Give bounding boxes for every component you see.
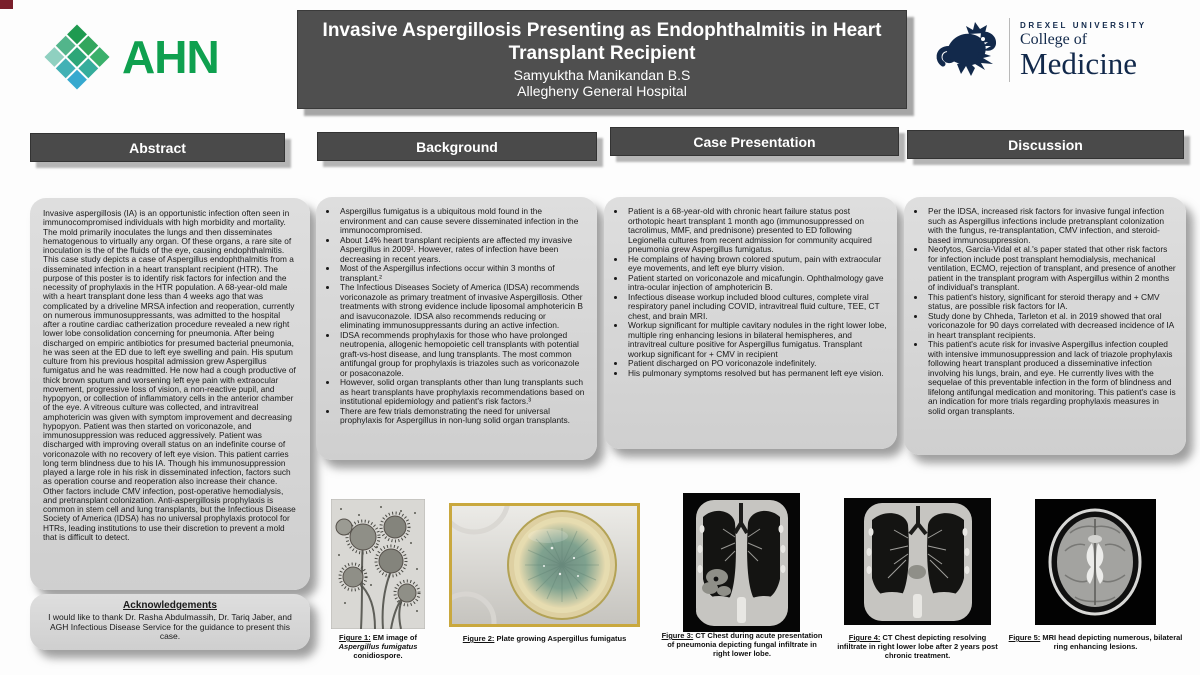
- background-bullet: • Most of the Aspergillus infections occur within 3 months of transplant.²: [338, 264, 587, 283]
- figure2-caption: Figure 2: Plate growing Aspergillus fumigatus: [462, 634, 627, 643]
- section-header-abstract: Abstract: [30, 133, 285, 162]
- figure3-label: Figure 3:: [661, 631, 694, 640]
- background-bullet: • However, solid organ transplants other than lung transplants such as heart transplants have prophylaxis recommendations based on institutional epidemiology and patient's risk factors.³: [338, 378, 587, 407]
- corner-artifact: [0, 0, 13, 9]
- figure4-caption: Figure 4: CT Chest depicting resolving infiltrate in right lower lobe after 2 years post chronic treatment.: [837, 633, 998, 660]
- figure5-mri-image: [1035, 499, 1156, 625]
- figure1-em-image: [331, 499, 425, 629]
- acknowledgements-title: Acknowledgements: [123, 600, 217, 611]
- poster-author: Samyuktha Manikandan B.S: [513, 67, 691, 84]
- background-bullet: • The Infectious Diseases Society of America (IDSA) recommends voriconazole as primary treatment of invasive Aspergillosis. Other treatments with strong evidence include liposomal amphotericin B and isavuconazole. IDSA also recommends reducing or eliminating immunosuppressants during an active infection.: [338, 283, 587, 331]
- case-bullet: • He complains of having brown colored sputum, pain with extraocular eye movements, and left eye blurry vision.: [626, 255, 887, 274]
- background-bullet-list: [322, 207, 587, 426]
- drexel-college-text: College of: [1020, 31, 1088, 49]
- section-header-case-presentation: Case Presentation: [610, 127, 899, 156]
- acknowledgements-text: I would like to thank Dr. Rasha Abdulmassih, Dr. Tariq Jaber, and AGH Infectious Disease Service for the guidance to present this case.: [48, 612, 292, 642]
- ahn-diamond-icon: [44, 24, 109, 89]
- case-bullet: • Workup significant for multiple cavitary nodules in the right lower lobe, multiple ring enhancing lesions in bilateral hemispheres, and intravitreal culture positive for Aspergillus fumigatus. Transplant workup significant for + CMV in recipient: [626, 321, 887, 359]
- case-bullet: • His pulmonary symptoms resolved but has permanent left eye vision.: [626, 369, 887, 379]
- ahn-logo: [46, 26, 219, 88]
- abstract-panel: [30, 198, 310, 590]
- background-bullet: • Aspergillus fumigatus is a ubiquitous mold found in the environment and can cause severe disseminated infection in the immunocompromised.: [338, 207, 587, 236]
- figure4-label: Figure 4:: [848, 633, 881, 642]
- drexel-dragon-icon: [933, 18, 999, 82]
- background-bullet: • There are few trials demonstrating the need for universal prophylaxis for Aspergillus in non-lung solid organ transplants.: [338, 407, 587, 426]
- title-banner: [297, 10, 907, 109]
- figure1-label: Figure 1:: [339, 633, 371, 642]
- background-panel: [316, 197, 597, 460]
- poster-affiliation: Allegheny General Hospital: [517, 83, 687, 100]
- drexel-divider: [1009, 18, 1010, 82]
- figure1-caption: Figure 1: EM image of Aspergillus fumigatus conidiospore.: [338, 633, 418, 660]
- background-bullet: • About 14% heart transplant recipients are affected my invasive Aspergillus in 2009¹. However, rates of infection have been decreasing in recent years.: [338, 236, 587, 265]
- discussion-bullet: • This patient's history, significant for steroid therapy and + CMV status, are possible risk factors for IA.: [926, 293, 1176, 312]
- discussion-bullet: • Per the IDSA, increased risk factors for invasive fungal infection such as Aspergillus infections include pretransplant colonization with the fungus, re-transplantation, CMV infection, and steroid-based immunosuppression.: [926, 207, 1176, 245]
- discussion-bullet: • Neofytos, Garcia-Vidal et al.'s paper stated that other risk factors for infection include post transplant hemodialysis, mechanical ventilation, ECMO, rejection of transplant, and presence of another patient in the transplant program with Aspergillus within 2 months of individual's transplant.: [926, 245, 1176, 293]
- figure5-caption: Figure 5: MRI head depicting numerous, bilateral ring enhancing lesions.: [1008, 633, 1183, 651]
- drexel-university-text: DREXEL UNIVERSITY: [1020, 21, 1147, 31]
- case-presentation-panel: [604, 197, 897, 449]
- drexel-medicine-text: Medicine: [1020, 46, 1138, 82]
- discussion-bullet: • This patient's acute risk for invasive Aspergillus infection coupled with intensive immunosuppression and lack of triazole prophylaxis following heart transplant produced a disseminative infection involving his lungs, brain, and eye. He currently lives with the sequelae of this preventable infection in the form of blindness and lifelong antifungal medication and monitoring. This patient's case is an indication for more trials regarding prophylaxis measures in solid organ transplants.: [926, 340, 1176, 416]
- section-header-discussion: Discussion: [907, 130, 1184, 159]
- acknowledgements-panel: [30, 594, 310, 650]
- section-header-background: Background: [317, 132, 597, 161]
- background-bullet: • IDSA recommends prophylaxis for those who have prolonged neutropenia, allogenic hemopoietic cell transplants with potential graft-vs-host disease, and lung transplants. The most common antifungal group for prophylaxis is triazoles such as voriconazole or posaconazole.: [338, 331, 587, 379]
- figure3-ct-image: [683, 493, 800, 632]
- case-bullet-list: [610, 207, 887, 378]
- case-bullet: • Infectious disease workup included blood cultures, complete viral respiratory panel including COVID, intravitreal fluid culture, TEE, CT chest, and brain MRI.: [626, 293, 887, 322]
- case-bullet: • Patient is a 68-year-old with chronic heart failure status post orthotopic heart transplant 1 month ago (immunosuppressed on tacrolimus, MMF, and prednisone) presented to ED following Legionella cultures from recent admission for community acquired pneumonia grew Aspergillus fumigatus.: [626, 207, 887, 255]
- case-bullet: • Patient started on voriconazole and micafungin. Ophthalmology gave intra-ocular injection of amphotericin B.: [626, 274, 887, 293]
- case-bullet: • Patient discharged on PO voriconazole indefinitely.: [626, 359, 887, 369]
- figure4-ct-image: [844, 498, 991, 625]
- drexel-logo: [933, 18, 1147, 82]
- figure5-label: Figure 5:: [1008, 633, 1041, 642]
- drexel-wordmark: [1020, 21, 1147, 82]
- figure2-plate-image: [449, 503, 640, 627]
- ahn-wordmark: AHN: [122, 31, 219, 83]
- figure3-caption: Figure 3: CT Chest during acute presentation of pneumonia depicting fungal infiltrate in right lower lobe.: [661, 631, 823, 658]
- abstract-text: Invasive aspergillosis (IA) is an opportunistic infection often seen in immunocompromised individuals with high morbidity and mortality. The mold primarily inoculates the lungs and then disseminates hematogenous to virtually any organ. Of these organs, a rare site of inoculation is the of the fluids of the eye, causing endophthalmitis. This case study depicts a case of Aspergillus endophthalmitis from a disseminated infection in a heart transplant recipient (HTR). The purpose of this poster is to identify risk factors for infection and the necessity of prophylaxis in the HTR population. A 68-year-old male with a heart transplant done less than 4 weeks ago that was complicated by a driveline MRSA infection and reoperation, currently on numerous immunosuppressants, was admitted to the hospital after a routine cardiac catherization procedure revealed a new right lower lobe consolidation concerning for pneumonia. After being discharged on empiric antibiotics for presumed bacterial pneumonia, he was seen at the ED due to left eye swelling and pain. His sputum culture from his previous hospital admission grew Aspergillus fumigatus and he was readmitted. He now had a cough productive of thick brown sputum and worsening left eye pain with extraocular movement, progressive loss of vision, a non-reactive pupil, and hypopyon, or collection of inflammatory cells in the anterior chamber of the eye. A vitreous culture was collected, and intravitreal amphotericin was given with symptom improvement and decreasing hypopyon. Patient was then started on voriconazole, and immunosuppression was reduced aggressively. Patient was discharged with improving overall status on an indefinite course of voriconazole with no recovery of left eye vision. This patient carries long term blindness due to his IA. Though his immunosuppression played a large role in his risk in disseminated infection, factors such as operation course and reoperation also increase their chance. Other factors include CMV infection, post-operative hemodialysis, and pretransplant colonization. Anti-aspergillosis prophylaxis is common in stem cell and lung transplants, but the Infectious Disease Society of America (IDSA) has no universal prophylaxis protocol for HTRs, leading institutions to use their discretion to prevent a mold that is difficult to detect.: [43, 208, 296, 542]
- discussion-bullet-list: [910, 207, 1176, 416]
- figure2-label: Figure 2:: [462, 634, 495, 643]
- discussion-bullet: • Study done by Chheda, Tarleton et al. in 2019 showed that oral voriconazole for 90 days correlated with decreased incidence of IA in heart transplant recipients.: [926, 312, 1176, 341]
- poster-title: Invasive Aspergillosis Presenting as Endophthalmitis in Heart Transplant Recipient: [322, 19, 882, 64]
- discussion-panel: [904, 197, 1186, 455]
